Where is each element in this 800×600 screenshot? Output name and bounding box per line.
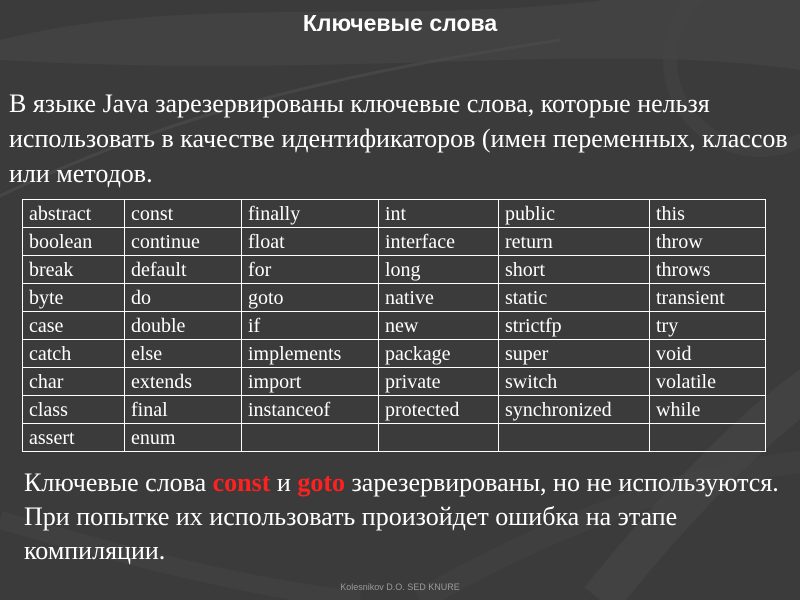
- keyword-cell: abstract: [23, 200, 125, 228]
- note-part-1: Ключевые слова: [24, 468, 213, 497]
- keyword-cell: finally: [242, 200, 379, 228]
- keyword-cell: [650, 424, 766, 452]
- keyword-cell: [379, 424, 499, 452]
- keyword-cell: switch: [499, 368, 650, 396]
- keyword-cell: continue: [125, 228, 242, 256]
- keyword-cell: do: [125, 284, 242, 312]
- keyword-cell: throws: [650, 256, 766, 284]
- keyword-highlight-goto: goto: [297, 468, 346, 497]
- footer-credit: Kolesnikov D.O. SED KNURE: [340, 582, 460, 592]
- keyword-cell: implements: [242, 340, 379, 368]
- keyword-cell: return: [499, 228, 650, 256]
- keyword-cell: short: [499, 256, 650, 284]
- keyword-cell: break: [23, 256, 125, 284]
- slide-title: Ключевые слова: [302, 10, 498, 36]
- keyword-cell: instanceof: [242, 396, 379, 424]
- keyword-cell: native: [379, 284, 499, 312]
- note-text: [24, 466, 784, 568]
- keyword-cell: int: [379, 200, 499, 228]
- keyword-cell: volatile: [650, 368, 766, 396]
- keyword-cell: if: [242, 312, 379, 340]
- keywords-table: [22, 199, 766, 452]
- keyword-cell: new: [379, 312, 499, 340]
- keyword-cell: char: [23, 368, 125, 396]
- keyword-cell: super: [499, 340, 650, 368]
- table-row: [23, 424, 766, 452]
- keyword-cell: strictfp: [499, 312, 650, 340]
- intro-text: В языке Java зарезервированы ключевые слова, которые нельзя использовать в качестве идентификаторов (имен переменных, классов или методов.: [9, 89, 788, 188]
- keyword-cell: while: [650, 396, 766, 424]
- keyword-cell: final: [125, 396, 242, 424]
- table-row: [23, 368, 766, 396]
- table-row: [23, 228, 766, 256]
- keyword-cell: extends: [125, 368, 242, 396]
- note-part-3: зарезервированы, но не используются. При попытке их использовать произойдет ошибка на этапе компиляции.: [24, 468, 779, 565]
- table-row: [23, 396, 766, 424]
- keyword-cell: default: [125, 256, 242, 284]
- keyword-cell: case: [23, 312, 125, 340]
- note-part-2: и: [270, 468, 298, 497]
- keyword-highlight-const: const: [212, 468, 271, 497]
- table-row: [23, 340, 766, 368]
- table-row: [23, 200, 766, 228]
- keyword-cell: goto: [242, 284, 379, 312]
- keyword-cell: throw: [650, 228, 766, 256]
- keyword-cell: else: [125, 340, 242, 368]
- keyword-cell: enum: [125, 424, 242, 452]
- keyword-cell: package: [379, 340, 499, 368]
- keyword-cell: void: [650, 340, 766, 368]
- keyword-cell: double: [125, 312, 242, 340]
- keyword-cell: try: [650, 312, 766, 340]
- keyword-cell: protected: [379, 396, 499, 424]
- keyword-cell: this: [650, 200, 766, 228]
- keyword-cell: import: [242, 368, 379, 396]
- keyword-cell: public: [499, 200, 650, 228]
- keyword-cell: class: [23, 396, 125, 424]
- table-row: [23, 256, 766, 284]
- keyword-cell: boolean: [23, 228, 125, 256]
- keyword-cell: byte: [23, 284, 125, 312]
- keyword-cell: synchronized: [499, 396, 650, 424]
- keyword-cell: const: [125, 200, 242, 228]
- table-row: [23, 312, 766, 340]
- keyword-cell: long: [379, 256, 499, 284]
- table-row: [23, 284, 766, 312]
- keyword-cell: [499, 424, 650, 452]
- keyword-cell: static: [499, 284, 650, 312]
- keyword-cell: transient: [650, 284, 766, 312]
- keyword-cell: assert: [23, 424, 125, 452]
- keyword-cell: catch: [23, 340, 125, 368]
- keyword-cell: interface: [379, 228, 499, 256]
- keyword-cell: for: [242, 256, 379, 284]
- keyword-cell: [242, 424, 379, 452]
- keywords-table-body: [23, 200, 766, 452]
- keyword-cell: float: [242, 228, 379, 256]
- keyword-cell: private: [379, 368, 499, 396]
